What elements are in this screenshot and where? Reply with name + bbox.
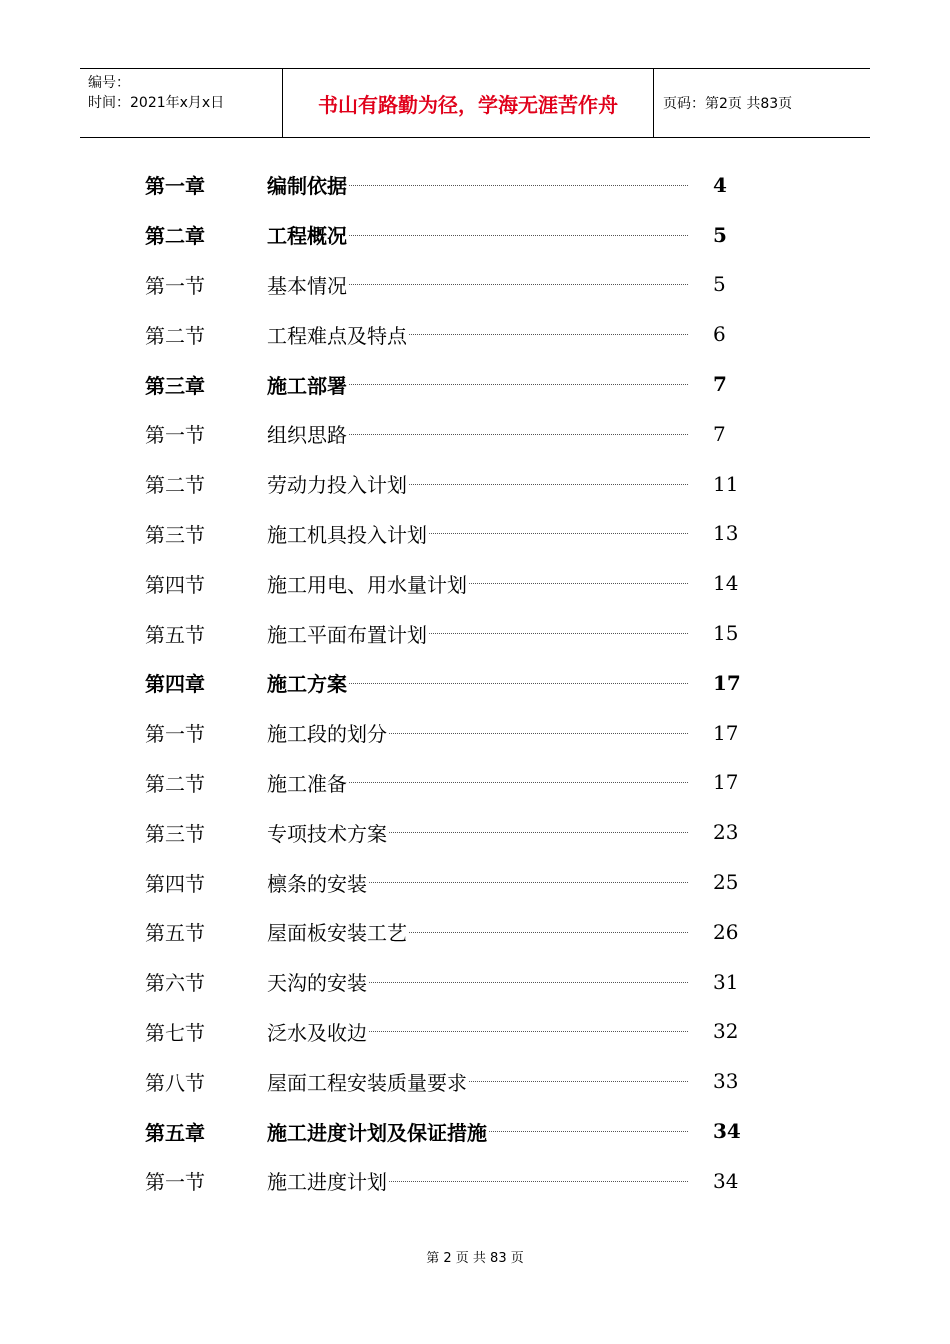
toc-entry-page: 14	[713, 571, 739, 596]
toc-entry-title: 工程难点及特点	[267, 320, 409, 349]
toc-section-row[interactable]	[145, 1007, 745, 1057]
table-of-contents	[145, 160, 745, 1206]
toc-entry-page: 7	[713, 421, 726, 446]
toc-entry-number: 第一节	[145, 722, 205, 747]
toc-entry-number: 第五章	[145, 1120, 205, 1145]
page-footer: 第 2 页 共 83 页	[426, 1251, 524, 1266]
toc-entry-number: 第五节	[145, 921, 205, 946]
toc-chapter-row[interactable]	[145, 658, 745, 708]
toc-entry-title: 专项技术方案	[267, 818, 389, 847]
toc-entry-number: 第四章	[145, 672, 205, 697]
toc-section-row[interactable]	[145, 558, 745, 608]
toc-chapter-row[interactable]	[145, 1106, 745, 1156]
toc-entry-number: 第三节	[145, 821, 205, 846]
toc-entry-page: 17	[713, 720, 739, 745]
toc-entry-title: 施工用电、用水量计划	[267, 569, 469, 598]
toc-entry-page: 5	[713, 222, 727, 247]
toc-entry-title: 劳动力投入计划	[267, 469, 409, 498]
toc-entry-page: 26	[713, 919, 739, 944]
toc-entry-page: 17	[713, 670, 741, 695]
toc-entry-page: 32	[713, 1019, 739, 1044]
toc-entry-title: 施工部署	[267, 370, 349, 399]
header-time: 时间：2021年x月x日	[88, 95, 225, 111]
toc-entry-page: 7	[713, 372, 727, 397]
toc-entry-number: 第七节	[145, 1020, 205, 1045]
toc-entry-number: 第四节	[145, 572, 205, 597]
toc-entry-number: 第二节	[145, 323, 205, 348]
toc-entry-number: 第二节	[145, 771, 205, 796]
toc-chapter-row[interactable]	[145, 160, 745, 210]
toc-section-row[interactable]	[145, 309, 745, 359]
toc-entry-number: 第二节	[145, 473, 205, 498]
toc-entry-title: 施工平面布置计划	[267, 619, 429, 648]
toc-entry-number: 第一节	[145, 273, 205, 298]
toc-entry-number: 第五节	[145, 622, 205, 647]
toc-section-row[interactable]	[145, 409, 745, 459]
toc-entry-page: 34	[713, 1168, 739, 1193]
toc-entry-title: 组织思路	[267, 419, 349, 448]
toc-entry-title: 屋面板安装工艺	[267, 917, 409, 946]
toc-entry-number: 第三节	[145, 522, 205, 547]
toc-entry-page: 25	[713, 870, 739, 895]
toc-entry-title: 天沟的安装	[267, 967, 369, 996]
toc-chapter-row[interactable]	[145, 359, 745, 409]
toc-entry-title: 屋面工程安装质量要求	[267, 1067, 469, 1096]
toc-entry-title: 施工进度计划	[267, 1166, 389, 1195]
header-number: 编号：	[88, 75, 130, 91]
toc-entry-page: 6	[713, 322, 726, 347]
toc-entry-title: 基本情况	[267, 270, 349, 299]
toc-entry-title: 檩条的安装	[267, 868, 369, 897]
toc-entry-number: 第四节	[145, 871, 205, 896]
header-meta	[80, 69, 282, 137]
toc-entry-title: 施工进度计划及保证措施	[267, 1117, 489, 1146]
page-header	[80, 68, 870, 138]
toc-section-row[interactable]	[145, 957, 745, 1007]
toc-entry-title: 施工机具投入计划	[267, 519, 429, 548]
toc-entry-number: 第一节	[145, 423, 205, 448]
header-page-info: 页码：第2页 共83页	[663, 96, 793, 112]
toc-section-row[interactable]	[145, 509, 745, 559]
toc-section-row[interactable]	[145, 608, 745, 658]
toc-entry-page: 4	[713, 172, 727, 197]
toc-entry-number: 第八节	[145, 1070, 205, 1095]
toc-entry-page: 31	[713, 969, 739, 994]
toc-entry-number: 第六节	[145, 971, 205, 996]
toc-entry-page: 5	[713, 272, 726, 297]
toc-section-row[interactable]	[145, 1056, 745, 1106]
toc-entry-number: 第一章	[145, 174, 205, 199]
toc-entry-page: 13	[713, 521, 739, 546]
toc-section-row[interactable]	[145, 758, 745, 808]
toc-section-row[interactable]	[145, 459, 745, 509]
toc-entry-page: 17	[713, 770, 739, 795]
toc-entry-title: 施工段的划分	[267, 718, 389, 747]
toc-chapter-row[interactable]	[145, 210, 745, 260]
toc-entry-title: 施工准备	[267, 768, 349, 797]
toc-entry-title: 泛水及收边	[267, 1017, 369, 1046]
toc-entry-page: 15	[713, 621, 739, 646]
toc-entry-page: 23	[713, 820, 739, 845]
toc-entry-page: 11	[713, 471, 739, 496]
toc-section-row[interactable]	[145, 260, 745, 310]
toc-entry-number: 第二章	[145, 224, 205, 249]
header-motto: 书山有路勤为径，学海无涯苦作舟	[282, 69, 654, 137]
toc-section-row[interactable]	[145, 807, 745, 857]
toc-entry-title: 工程概况	[267, 220, 349, 249]
toc-section-row[interactable]	[145, 708, 745, 758]
toc-section-row[interactable]	[145, 857, 745, 907]
toc-entry-page: 34	[713, 1119, 741, 1144]
toc-entry-page: 33	[713, 1069, 739, 1094]
toc-entry-number: 第一节	[145, 1170, 205, 1195]
toc-entry-title: 编制依据	[267, 170, 349, 199]
toc-section-row[interactable]	[145, 1156, 745, 1206]
toc-section-row[interactable]	[145, 907, 745, 957]
toc-entry-title: 施工方案	[267, 668, 349, 697]
toc-entry-number: 第三章	[145, 373, 205, 398]
